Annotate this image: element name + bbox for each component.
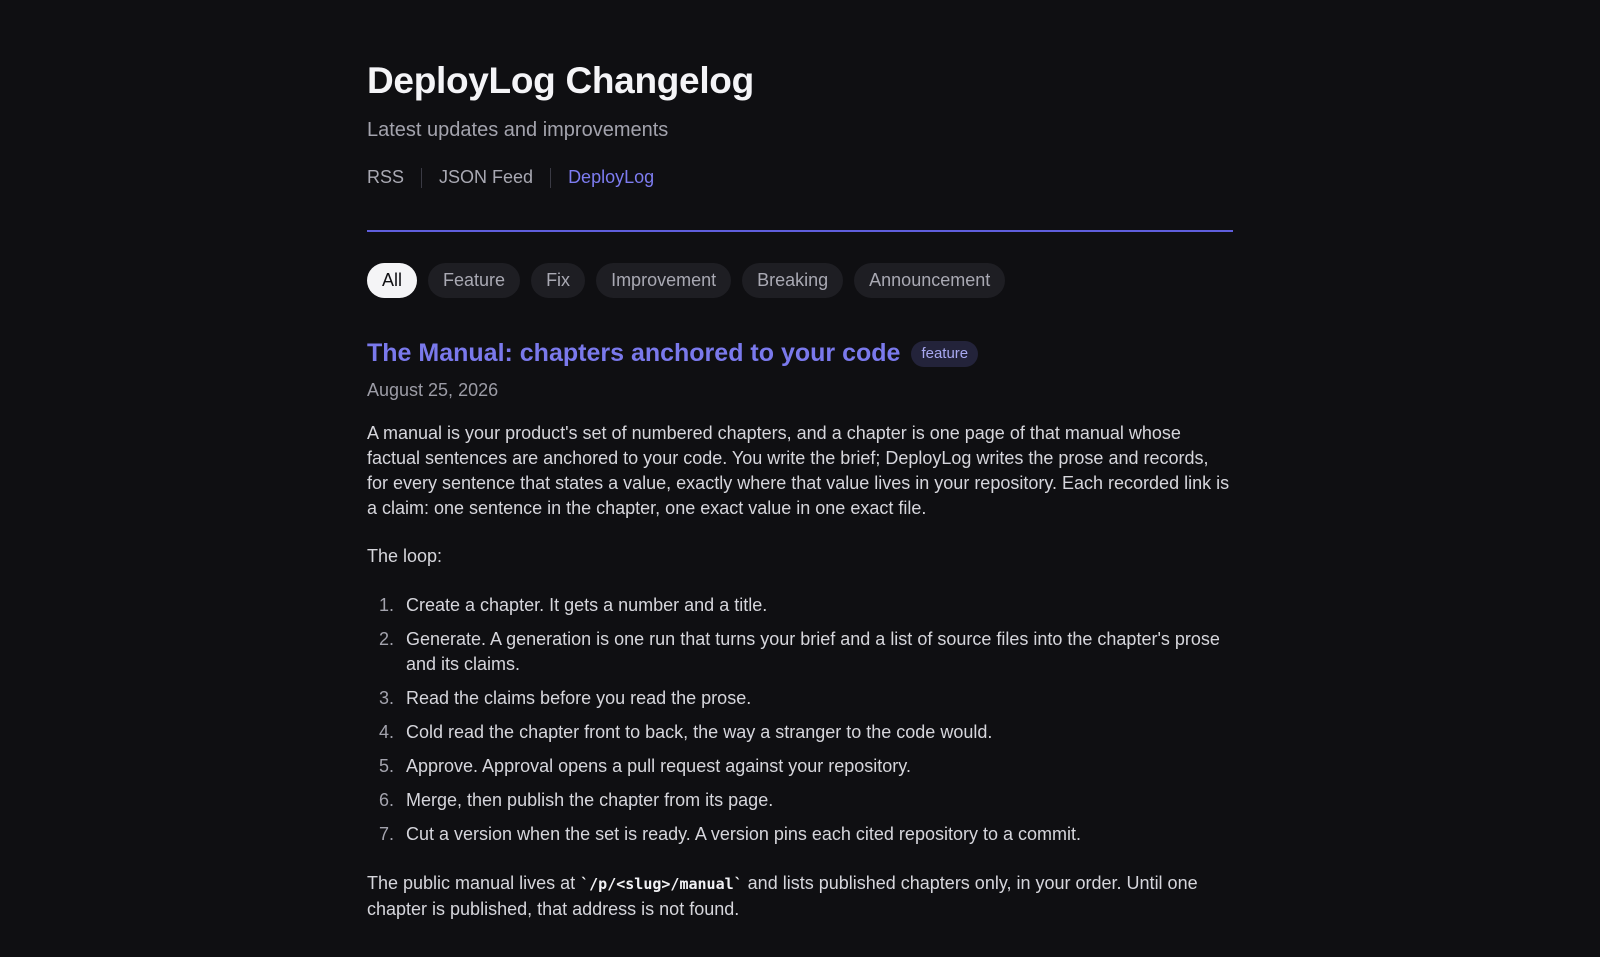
link-divider <box>421 168 422 188</box>
step-text: Cut a version when the set is ready. A version pins each cited repository to a commit. <box>406 824 1081 844</box>
step-number: 2. <box>378 629 394 649</box>
feed-links <box>367 167 654 188</box>
step-text: Cold read the chapter front to back, the way a stranger to the code would. <box>406 722 993 742</box>
post-title-link[interactable]: The Manual: chapters anchored to your code <box>367 339 901 367</box>
page-subtitle: Latest updates and improvements <box>367 119 669 141</box>
step-number: 6. <box>378 790 394 810</box>
list-item <box>367 686 1233 711</box>
step-text: Create a chapter. It gets a number and a title. <box>406 595 768 615</box>
post-outro-paragraph <box>367 871 1233 922</box>
filter-fix[interactable]: Fix <box>531 263 585 298</box>
list-item <box>367 720 1233 745</box>
step-number: 3. <box>378 688 394 708</box>
header-divider <box>367 230 1233 232</box>
list-item <box>367 593 1233 618</box>
post-body <box>367 421 1233 922</box>
list-item <box>367 754 1233 779</box>
filter-improvement[interactable]: Improvement <box>596 263 731 298</box>
list-item <box>367 788 1233 813</box>
step-number: 5. <box>378 756 394 776</box>
list-item <box>367 822 1233 847</box>
step-number: 4. <box>378 722 394 742</box>
post-tag-badge: feature <box>911 341 978 367</box>
filter-breaking[interactable]: Breaking <box>742 263 843 298</box>
step-text: Merge, then publish the chapter from its page. <box>406 790 774 810</box>
loop-steps-list <box>367 593 1233 847</box>
category-filters <box>367 263 1005 298</box>
manual-path-code: `/p/<slug>/manual` <box>580 875 743 893</box>
outro-text-start: The public manual lives at <box>367 873 581 893</box>
json-feed-link[interactable]: JSON Feed <box>439 167 534 187</box>
post-date: August 25, 2026 <box>367 380 499 400</box>
filter-announcement[interactable]: Announcement <box>854 263 1005 298</box>
rss-link[interactable]: RSS <box>367 167 405 187</box>
step-number: 7. <box>378 824 394 844</box>
loop-label: The loop: <box>367 546 443 566</box>
link-divider <box>550 168 551 188</box>
post-intro-paragraph: A manual is your product's set of numbered chapters, and a chapter is one page of that manual whose factual sentences are anchored to your code. You write the brief; DeployLog writes the prose and records, for every sentence that states a value, exactly where that value lives in your repository. Each recorded link is a claim: one sentence in the chapter, one exact value in one exact file. <box>367 423 1230 518</box>
page-title: DeployLog Changelog <box>367 60 754 101</box>
step-text: Approve. Approval opens a pull request against your repository. <box>406 756 911 776</box>
outro-text-end: and lists published chapters only, in your order. Until one chapter is published, that address is not found. <box>367 873 1198 919</box>
step-number: 1. <box>378 595 394 615</box>
deploylog-link[interactable]: DeployLog <box>568 167 655 187</box>
list-item <box>367 627 1233 677</box>
post-header <box>367 339 978 368</box>
filter-feature[interactable]: Feature <box>428 263 520 298</box>
filter-all[interactable]: All <box>367 263 417 298</box>
step-text: Read the claims before you read the prose. <box>406 688 752 708</box>
step-text: Generate. A generation is one run that turns your brief and a list of source files into the chapter's prose and its claims. <box>406 629 1220 674</box>
